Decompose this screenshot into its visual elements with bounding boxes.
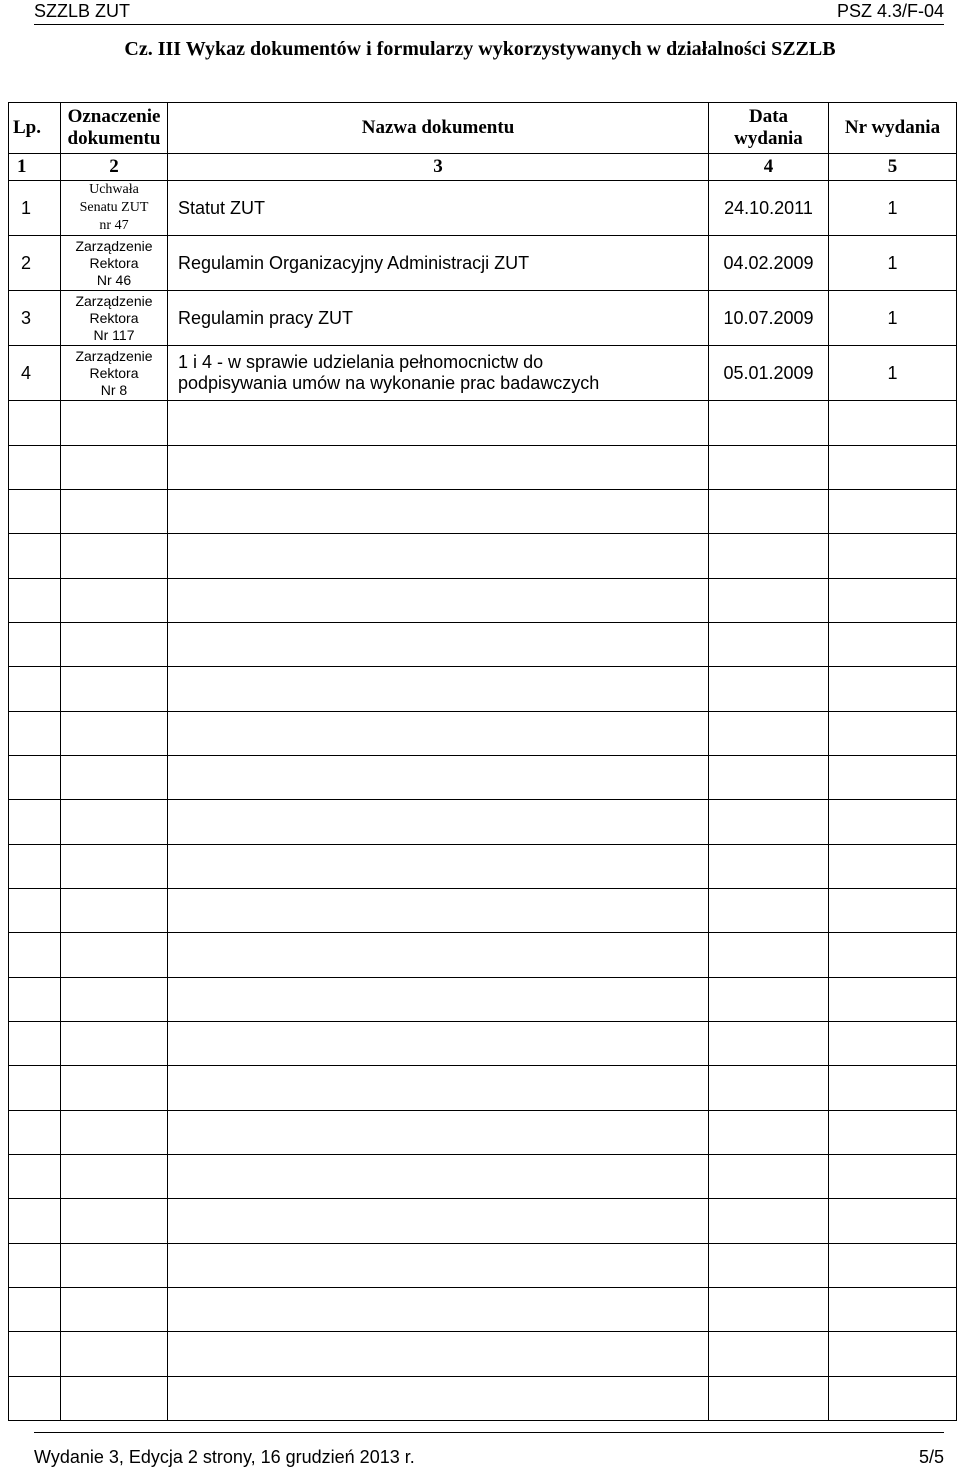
nazwa-line: Statut ZUT [178,197,266,218]
empty-table-row [9,712,957,756]
empty-cell [168,579,709,623]
oznaczenie-line: Nr 117 [93,326,135,343]
empty-cell [9,579,61,623]
empty-cell [829,712,957,756]
empty-cell [829,1155,957,1199]
empty-cell [61,490,168,534]
row-nr-wydania: 1 [829,236,957,291]
empty-cell [168,933,709,978]
table-row [9,236,957,291]
empty-cell [168,800,709,845]
nazwa-line: 1 i 4 - w sprawie udzielania pełnomocnictw do [178,352,544,372]
empty-cell [9,446,61,490]
empty-cell [61,1377,168,1421]
empty-cell [9,800,61,845]
empty-table-row [9,1199,957,1244]
row-oznaczenie [61,181,168,236]
empty-cell [9,1066,61,1111]
empty-cell [168,667,709,712]
empty-cell [829,490,957,534]
empty-table-row [9,845,957,889]
empty-cell [61,712,168,756]
table-row [9,346,957,401]
empty-cell [9,712,61,756]
empty-table-row [9,1244,957,1288]
row-nr-wydania: 1 [829,291,957,346]
oznaczenie-line: Zarządzenie [75,347,153,364]
empty-cell [709,800,829,845]
documents-table [8,102,957,1421]
empty-cell [709,1332,829,1377]
empty-cell [829,401,957,446]
empty-cell [709,1199,829,1244]
empty-cell [61,1288,168,1332]
empty-cell [61,1111,168,1155]
empty-cell [9,1155,61,1199]
empty-cell [709,933,829,978]
empty-cell [9,534,61,579]
col-number: 5 [829,154,957,181]
nazwa-line: podpisywania umów na wykonanie prac badawczych [178,373,600,393]
empty-cell [61,800,168,845]
empty-cell [61,534,168,579]
oznaczenie-line: Uchwała [89,182,139,197]
empty-cell [168,712,709,756]
empty-cell [829,978,957,1022]
page-footer [34,1432,944,1467]
empty-cell [709,889,829,933]
footer-page-number: 5/5 [918,1447,944,1467]
row-nazwa [168,181,709,236]
empty-cell [829,667,957,712]
row-oznaczenie [61,346,168,401]
empty-cell [61,978,168,1022]
empty-cell [9,1199,61,1244]
empty-cell [709,579,829,623]
empty-cell [829,845,957,889]
empty-cell [829,756,957,800]
empty-cell [709,1288,829,1332]
empty-cell [61,401,168,446]
col-number: 2 [61,154,168,181]
empty-cell [709,667,829,712]
oznaczenie-line: Nr 8 [100,381,128,398]
row-oznaczenie [61,236,168,291]
row-nazwa [168,291,709,346]
empty-cell [9,1377,61,1421]
col-header-oznaczenie: Oznaczenie dokumentu [61,103,168,154]
empty-table-row [9,1022,957,1066]
empty-cell [829,933,957,978]
row-oznaczenie [61,291,168,346]
empty-cell [829,446,957,490]
empty-cell [168,978,709,1022]
empty-table-row [9,1066,957,1111]
empty-cell [9,978,61,1022]
empty-cell [9,1111,61,1155]
col-number: 1 [9,154,61,181]
empty-cell [9,401,61,446]
empty-table-row [9,978,957,1022]
empty-cell [829,579,957,623]
oznaczenie-line: Senatu ZUT [79,200,149,215]
oznaczenie-line: Rektora [89,254,139,271]
empty-cell [61,1332,168,1377]
empty-cell [9,667,61,712]
empty-table-row [9,401,957,446]
empty-cell [168,889,709,933]
empty-cell [709,1066,829,1111]
empty-cell [829,1066,957,1111]
empty-cell [61,1155,168,1199]
empty-cell [709,1022,829,1066]
empty-cell [61,446,168,490]
empty-cell [829,1111,957,1155]
empty-cell [168,1332,709,1377]
empty-cell [168,1199,709,1244]
empty-cell [168,534,709,579]
empty-cell [61,756,168,800]
empty-cell [829,1244,957,1288]
empty-cell [168,1244,709,1288]
empty-table-row [9,446,957,490]
row-lp: 2 [9,236,61,291]
empty-cell [9,756,61,800]
empty-cell [61,667,168,712]
empty-table-row [9,1111,957,1155]
empty-cell [168,1377,709,1421]
header-form-code: PSZ 4.3/F-04 [836,1,944,21]
oznaczenie-line: Zarządzenie [75,237,153,254]
row-lp: 1 [9,181,61,236]
col-header-nazwa: Nazwa dokumentu [168,103,709,154]
empty-cell [61,1244,168,1288]
row-data-wydania: 10.07.2009 [709,291,829,346]
empty-cell [9,1244,61,1288]
row-nr-wydania: 1 [829,181,957,236]
empty-cell [168,623,709,667]
empty-table-row [9,623,957,667]
col-header-data: Data wydania [709,103,829,154]
empty-table-row [9,756,957,800]
empty-cell [168,1111,709,1155]
row-lp: 4 [9,346,61,401]
row-data-wydania: 05.01.2009 [709,346,829,401]
empty-cell [829,1199,957,1244]
empty-cell [61,579,168,623]
empty-table-row [9,1377,957,1421]
empty-cell [829,889,957,933]
empty-table-row [9,1288,957,1332]
oznaczenie-line: Rektora [89,364,139,381]
empty-cell [709,446,829,490]
nazwa-line: Regulamin Organizacyjny Administracji ZUT [178,252,530,273]
empty-cell [61,889,168,933]
empty-cell [829,1377,957,1421]
empty-cell [168,401,709,446]
empty-cell [709,1244,829,1288]
empty-cell [709,623,829,667]
empty-table-row [9,667,957,712]
row-data-wydania: 24.10.2011 [709,181,829,236]
empty-cell [168,845,709,889]
empty-table-row [9,534,957,579]
empty-table-row [9,889,957,933]
empty-cell [829,800,957,845]
empty-cell [9,1288,61,1332]
empty-cell [709,978,829,1022]
empty-table-row [9,579,957,623]
table-row [9,181,957,236]
empty-cell [829,1332,957,1377]
empty-table-row [9,1155,957,1199]
empty-cell [829,1022,957,1066]
empty-cell [61,845,168,889]
empty-cell [9,889,61,933]
empty-cell [709,756,829,800]
empty-cell [709,1111,829,1155]
empty-cell [829,534,957,579]
page-title: Cz. III Wykaz dokumentów i formularzy wykorzystywanych w działalności SZZLB [124,38,836,60]
nazwa-line: Regulamin pracy ZUT [178,307,354,328]
empty-cell [709,401,829,446]
empty-cell [61,1199,168,1244]
table-row [9,291,957,346]
empty-cell [829,1288,957,1332]
empty-cell [9,1022,61,1066]
empty-cell [709,534,829,579]
empty-cell [168,1022,709,1066]
col-header-nr: Nr wydania [829,103,957,154]
empty-cell [9,490,61,534]
empty-cell [709,1155,829,1199]
col-number: 3 [168,154,709,181]
row-nazwa [168,346,709,401]
row-nr-wydania: 1 [829,346,957,401]
empty-table-row [9,1332,957,1377]
row-nazwa [168,236,709,291]
empty-cell [9,933,61,978]
footer-edition: Wydanie 3, Edycja 2 strony, 16 grudzień 2013 r. [34,1447,415,1467]
empty-cell [168,446,709,490]
empty-cell [709,490,829,534]
empty-cell [9,845,61,889]
empty-cell [61,623,168,667]
empty-cell [168,1066,709,1111]
empty-cell [61,933,168,978]
empty-cell [9,1332,61,1377]
header-org: SZZLB ZUT [34,1,131,21]
empty-cell [9,623,61,667]
empty-cell [168,1288,709,1332]
row-lp: 3 [9,291,61,346]
empty-cell [61,1066,168,1111]
row-data-wydania: 04.02.2009 [709,236,829,291]
empty-cell [168,756,709,800]
oznaczenie-line: Nr 46 [96,271,132,288]
empty-cell [709,1377,829,1421]
col-number: 4 [709,154,829,181]
empty-table-row [9,933,957,978]
page-header [34,0,944,25]
col-header-lp: Lp. [9,103,61,154]
empty-cell [168,490,709,534]
empty-cell [709,845,829,889]
empty-cell [168,1155,709,1199]
oznaczenie-line: nr 47 [99,218,129,233]
empty-cell [61,1022,168,1066]
empty-table-row [9,800,957,845]
empty-table-row [9,490,957,534]
empty-cell [829,623,957,667]
oznaczenie-line: Rektora [89,309,139,326]
oznaczenie-line: Zarządzenie [75,292,153,309]
empty-cell [709,712,829,756]
